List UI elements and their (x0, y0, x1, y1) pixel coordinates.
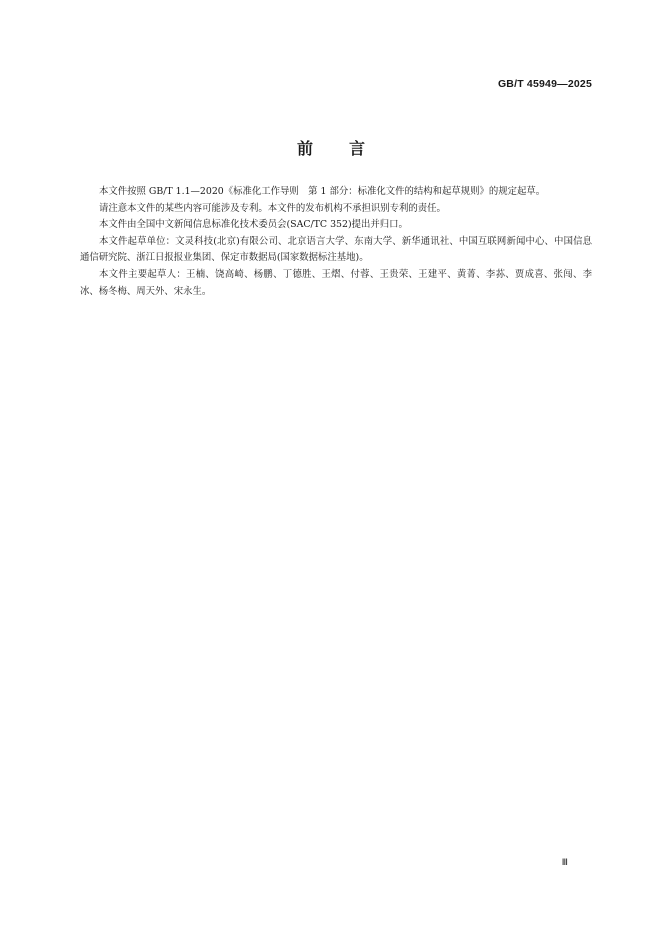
title-char-1: 前 (296, 139, 313, 158)
page-title (0, 136, 662, 159)
paragraph-drafting-organizations: 本文件起草单位：文灵科技(北京)有限公司、北京语言大学、东南大学、新华通讯社、中国互联网新闻中心、中国信息通信研究院、浙江日报报业集团、保定市数据局(国家数据标注基地)。 (80, 235, 592, 264)
paragraph-patent-notice: 请注意本文件的某些内容可能涉及专利。本文件的发布机构不承担识别专利的责任。 (99, 202, 446, 214)
title-char-2: 言 (349, 139, 366, 158)
page-number: Ⅲ (561, 858, 568, 868)
document-code: GB/T 45949—2025 (497, 78, 592, 90)
paragraph-drafters: 本文件主要起草人：王楠、饶高崎、杨鹏、丁德胜、王熠、付蓉、王贵荣、王建平、黄菁、李荪、贾成喜、张闯、李冰、杨冬梅、周天外、宋永生。 (80, 268, 592, 297)
paragraph-proposer: 本文件由全国中文新闻信息标准化技术委员会(SAC/TC 352)提出并归口。 (99, 219, 408, 231)
foreword-body (80, 184, 592, 300)
paragraph-drafting-rules: 本文件按照 GB/T 1.1—2020《标准化工作导则 第 1 部分：标准化文件的结构和起草规则》的规定起草。 (99, 186, 546, 197)
